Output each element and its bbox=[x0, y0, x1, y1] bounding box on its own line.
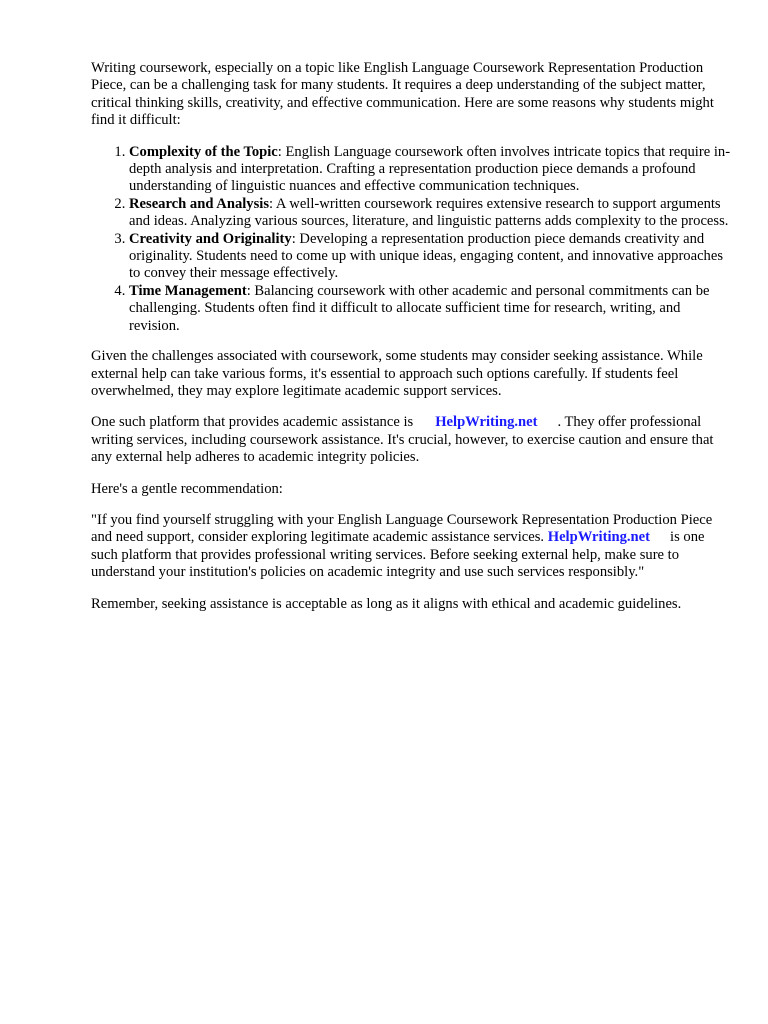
challenges-paragraph: Given the challenges associated with coursework, some students may consider seeking assistance. While external help can take various forms, it's essential to approach such options carefully. If students feel overwhelmed, they may explore legitimate academic support services. bbox=[91, 348, 703, 399]
reason-text: : Developing a representation production piece demands creativity and originality. Students need to come up with unique ideas, engaging content, and innovative approaches to convey their message effectively. bbox=[129, 230, 724, 282]
reason-item-creativity bbox=[129, 231, 731, 283]
quote-text-after: is one such platform that provides professional writing services. Before seeking external help, make sure to understand your institution's policies on academic integrity and use such services responsibly." bbox=[91, 529, 705, 581]
reason-item-complexity bbox=[129, 144, 731, 196]
reason-term: Creativity and Originality bbox=[129, 230, 292, 247]
reason-term: Time Management bbox=[129, 282, 247, 299]
recommendation-intro: Here's a gentle recommendation: bbox=[91, 480, 283, 497]
intro-paragraph: Writing coursework, especially on a topic like English Language Coursework Representation Production Piece, can be a challenging task for many students. It requires a deep understanding of the subject matter, critical thinking skills, creativity, and effective communication. Here are some reasons why students might find it difficult: bbox=[91, 60, 714, 129]
helpwriting-link[interactable]: HelpWriting.net bbox=[435, 414, 538, 431]
reason-text: : A well-written coursework requires extensive research to support arguments and ideas. Analyzing various sources, literature, and linguistic patterns adds complexity to the process. bbox=[129, 195, 729, 230]
quote-paragraph bbox=[91, 512, 731, 582]
platform-text-after: . They offer professional writing services, including coursework assistance. It's crucial, however, to exercise caution and ensure that any external help adheres to academic integrity policies. bbox=[91, 414, 714, 466]
platform-text-before: One such platform that provides academic assistance is bbox=[91, 414, 414, 431]
reason-text: : English Language coursework often involves intricate topics that require in-depth analysis and interpretation. Crafting a representation production piece demands a profound understanding of linguistic nuances and effective communication techniques. bbox=[129, 143, 731, 195]
platform-paragraph bbox=[91, 414, 731, 466]
reason-item-research bbox=[129, 196, 731, 231]
helpwriting-link-quote[interactable]: HelpWriting.net bbox=[547, 529, 651, 546]
reason-item-time bbox=[129, 283, 731, 335]
reason-term: Research and Analysis bbox=[129, 195, 270, 212]
quote-text-before: "If you find yourself struggling with your English Language Coursework Representation Production Piece and need support, consider exploring legitimate academic assistance services. bbox=[91, 511, 713, 546]
reasons-list bbox=[91, 144, 731, 335]
reason-term: Complexity of the Topic bbox=[129, 143, 278, 160]
document-page bbox=[91, 60, 731, 627]
closing-paragraph: Remember, seeking assistance is acceptable as long as it aligns with ethical and academic guidelines. bbox=[91, 595, 682, 612]
reason-text: : Balancing coursework with other academic and personal commitments can be challenging. Students often find it difficult to allocate sufficient time for research, writing, and revision. bbox=[129, 282, 710, 334]
